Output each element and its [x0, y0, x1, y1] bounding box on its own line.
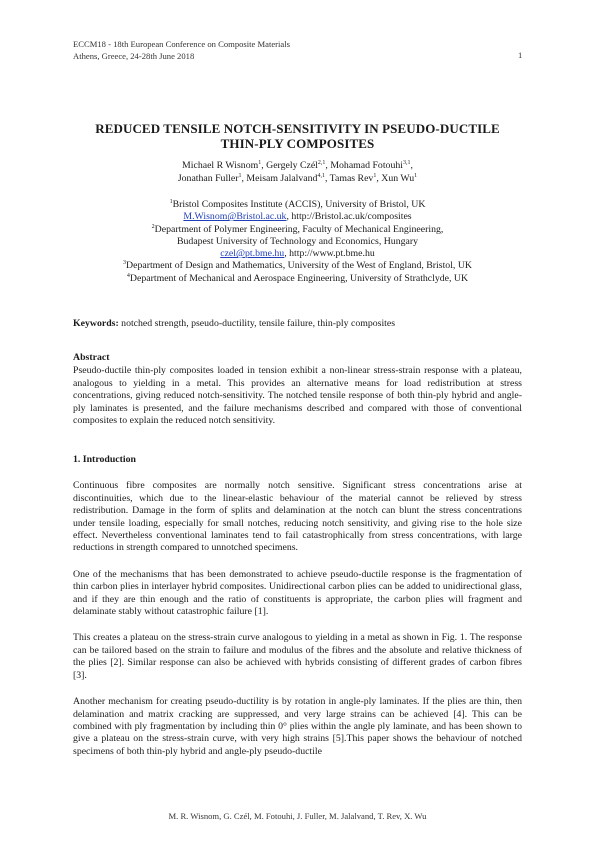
keywords: [73, 318, 522, 330]
page-footer: M. R. Wisnom, G. Czél, M. Fotouhi, J. Fuller, M. Jalalvand, T. Rev, X. Wu: [168, 811, 427, 821]
keywords-text: notched strength, pseudo-ductility, tensile failure, thin-ply composites: [118, 318, 396, 329]
paper-title: REDUCED TENSILE NOTCH-SENSITIVITY IN PSEUDO-DUCTILE THIN-PLY COMPOSITES: [95, 121, 500, 151]
author-list: Michael R Wisnom$^1$, Gergely Czél$^{2,1}$, Mohamad Fotouhi$^{3,1}$, Jonathan Fuller$^1$, Meisam Jalalvand$^{4,1}$, Tamas Rev$^1$, Xun Wu$^1$: [177, 160, 418, 184]
author-name: Mohamad Fotouhi: [330, 160, 403, 171]
website-text: , http://Bristol.ac.uk/composites: [286, 211, 412, 223]
body-paragraph: Continuous fibre composites are normally notch sensitive. Significant stress concentrations arise at discontinuities, which due to the linear-elastic behaviour of the material cannot be relieved by stress redistribution. Damage in the form of splits and delamination at the notch can blunt the stress concentrations under tensile loading, especially for small notches, reducing notch sensitivity, and giving rise to the hole size effect. Nevertheless conventional laminates tend to fail catastrophically from stress concentrations, with large reductions in strength compared to unnotched specimens.: [73, 480, 522, 554]
running-header: [73, 39, 290, 62]
author-name: Xun Wu: [381, 172, 415, 184]
page-number: 1: [518, 50, 523, 60]
website-text: , http://www.pt.bme.hu: [284, 248, 375, 260]
author-name: Tamas Rev: [329, 172, 374, 184]
body-paragraph: One of the mechanisms that has been demonstrated to achieve pseudo-ductile response is the fragmentation of thin carbon plies in interlayer hybrid composites. Unidirectional carbon plies can be added to unidirectional glass, and if they are thin enough and the ratio of constituents is appropriate, the carbon plies will fragment and delaminate stably without catastrophic failure [1].: [73, 568, 522, 618]
email-link[interactable]: czel@pt.bme.hu: [220, 248, 285, 260]
author-name: Michael R Wisnom: [182, 160, 259, 171]
body-paragraph: This creates a plateau on the stress-strain curve analogous to yielding in a metal as shown in Fig. 1. The response can be tailored based on the strain to failure and modulus of the fibres and the absolute and relative thickness of the plies [2]. Similar response can also be achieved with hybrids consisting of different grades of carbon fibres [3].: [73, 632, 522, 681]
author-name: Meisam Jalalvand: [246, 172, 318, 184]
affiliations: $^1$Bristol Composites Institute (ACCIS), University of Bristol, UK M.Wisnom@Bristol.ac.uk, http://Bristol.ac.uk/composites $^2$Department of Polymer Engineering, Faculty of Mechanical Engineering, Budapest University of Technology and Economics, Hungary czel@pt.bme.hu, http://www.pt.bme.hu $^3$Department of Design and Mathematics, University of the West of England, Bristol, UK $^4$Department of Mechanical and Aerospace Engineering, University of Strathclyde, UK: [60, 199, 535, 285]
conference-name: ECCM18 - 18th European Conference on Composite Materials: [73, 39, 290, 49]
keywords-label: Keywords:: [73, 318, 119, 329]
abstract-section: [73, 352, 522, 437]
affiliation-2: $^2$Department of Polymer Engineering, Faculty of Mechanical Engineering,: [151, 223, 444, 235]
abstract-heading: Abstract: [73, 352, 110, 363]
email-link[interactable]: M.Wisnom@Bristol.ac.uk: [183, 211, 287, 223]
introduction-section: [73, 454, 522, 768]
author-name: Jonathan Fuller: [177, 172, 239, 184]
affiliation-1: $^1$Bristol Composites Institute (ACCIS), University of Bristol, UK: [169, 199, 426, 210]
body-paragraph: Another mechanism for creating pseudo-ductility is by rotation in angle-ply laminates. If the plies are thin, then delamination and matrix cracking are suppressed, and very large strains can be achieved [4]. This can be combined with ply fragmentation by including thin 0° plies within the angle ply laminate, and has been shown to give a plateau on the stress-strain curve, with very high strains [5].This paper shows the behaviour of notched specimens of both thin-ply hybrid and angle-ply pseudo-ductile: [73, 696, 522, 757]
section-heading: 1. Introduction: [73, 454, 136, 465]
abstract-text: Pseudo-ductile thin-ply composites loaded in tension exhibit a non-linear stress-strain response with a plateau, analogous to yielding in a metal. This provides an alternative means for load redistribution at stress concentrations, giving reduced notch-sensitivity. The notched tensile response of both thin-ply hybrid and angle-ply laminates is presented, and the failure mechanisms described and compared with those of conventional composites to explain the reduced notch sensitivity.: [73, 365, 522, 427]
conference-location: Athens, Greece, 24-28th June 2018: [73, 50, 195, 61]
author-name: Gergely Czél: [266, 160, 318, 171]
affiliation-4: $^4$Department of Mechanical and Aerospace Engineering, University of Strathclyde, UK: [126, 272, 469, 284]
affiliation-3: $^3$Department of Design and Mathematics, University of the West of England, Bristol, UK: [123, 260, 472, 272]
